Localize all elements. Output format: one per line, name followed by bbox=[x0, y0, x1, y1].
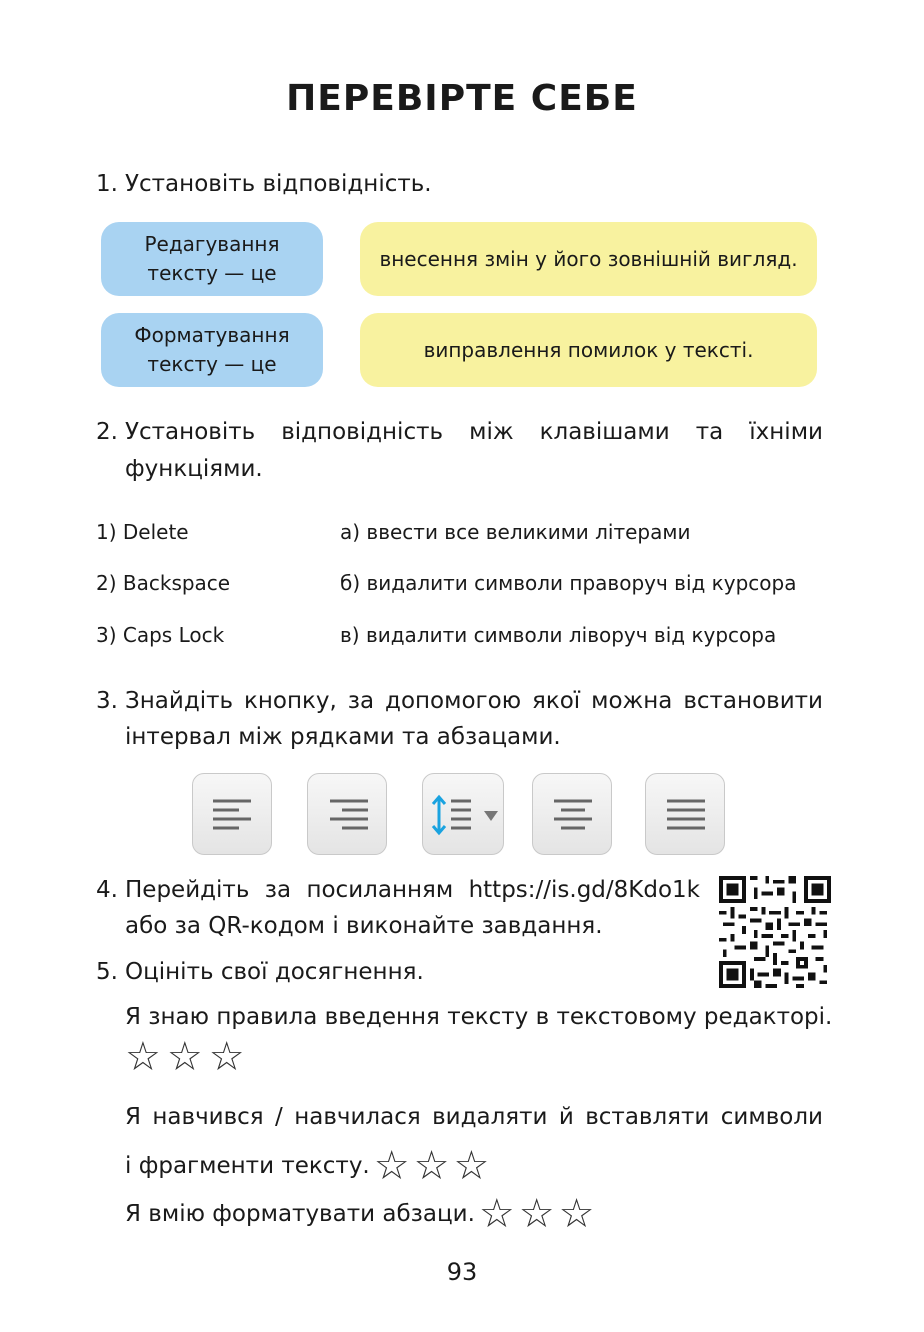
definition-box-2[interactable] bbox=[360, 313, 817, 387]
question-number: 3. bbox=[96, 688, 118, 714]
question-text-line1: Установіть відповідність між клавішами та їхніми bbox=[125, 419, 823, 445]
question-text-line2: інтервал між рядками та абзацами. bbox=[125, 724, 561, 750]
page-number: 93 bbox=[446, 1258, 478, 1286]
star-icon[interactable]: ☆ bbox=[125, 1034, 161, 1080]
function-item: б) видалити символи праворуч від курсора bbox=[340, 571, 797, 595]
star-icon[interactable]: ☆ bbox=[166, 1034, 203, 1080]
term-box-editing[interactable] bbox=[101, 222, 323, 296]
star-rating-1 bbox=[125, 1034, 251, 1080]
star-icon[interactable]: ☆ bbox=[478, 1191, 515, 1237]
term-line: тексту — це bbox=[147, 352, 277, 376]
align-right-button[interactable] bbox=[307, 773, 387, 855]
question-number: 4. bbox=[96, 877, 118, 903]
term-box-formatting[interactable] bbox=[101, 313, 323, 387]
self-assessment-statement-1: Я знаю правила введення тексту в текстовому редакторі. bbox=[125, 1004, 833, 1030]
align-justify-icon bbox=[646, 774, 726, 856]
key-item: 1) Delete bbox=[96, 520, 189, 544]
statement-text: Я вмію форматувати абзаци. bbox=[125, 1201, 475, 1227]
key-item: 2) Backspace bbox=[96, 571, 231, 595]
star-icon[interactable]: ☆ bbox=[518, 1191, 555, 1237]
term-line: Форматування bbox=[134, 323, 290, 347]
term-line: Редагування bbox=[144, 232, 280, 256]
line-spacing-icon bbox=[423, 774, 505, 856]
align-left-icon bbox=[193, 774, 273, 856]
align-left-button[interactable] bbox=[192, 773, 272, 855]
definition-text: внесення змін у його зовнішній вигляд. bbox=[379, 246, 798, 271]
statement-text: і фрагменти тексту. bbox=[125, 1153, 370, 1179]
question-number: 2. bbox=[96, 419, 118, 445]
question-number: 5. bbox=[96, 959, 118, 985]
question-text-line1: Знайдіть кнопку, за допомогою якої можна встановити bbox=[125, 688, 823, 714]
align-right-icon bbox=[308, 774, 388, 856]
function-item: а) ввести все великими літерами bbox=[340, 520, 691, 544]
key-item: 3) Caps Lock bbox=[96, 623, 225, 647]
term-line: тексту — це bbox=[147, 261, 277, 285]
question-text: Оцініть свої досягнення. bbox=[125, 959, 424, 985]
question-text-line2: або за QR-кодом і виконайте завдання. bbox=[125, 913, 603, 939]
star-icon[interactable]: ☆ bbox=[373, 1143, 410, 1189]
question-text: Установіть відповідність. bbox=[125, 171, 432, 197]
definition-box-1[interactable] bbox=[360, 222, 817, 296]
self-assessment-statement-2-line1: Я навчився / навчилася видаляти й вставляти символи bbox=[125, 1104, 823, 1130]
self-assessment-statement-2-line2 bbox=[125, 1140, 489, 1192]
page-title: ПЕРЕВІРТЕ СЕБЕ bbox=[286, 78, 638, 119]
star-icon[interactable]: ☆ bbox=[413, 1143, 450, 1189]
align-justify-button[interactable] bbox=[645, 773, 725, 855]
self-assessment-statement-3 bbox=[125, 1188, 594, 1240]
line-spacing-button[interactable] bbox=[422, 773, 504, 855]
question-text-line2: функціями. bbox=[125, 456, 263, 482]
question-number: 1. bbox=[96, 171, 118, 197]
align-center-icon bbox=[533, 774, 613, 856]
star-icon[interactable]: ☆ bbox=[558, 1191, 595, 1237]
definition-text: виправлення помилок у тексті. bbox=[423, 337, 754, 362]
star-icon[interactable]: ☆ bbox=[208, 1034, 245, 1080]
star-icon[interactable]: ☆ bbox=[453, 1143, 490, 1189]
question-link-line[interactable]: Перейдіть за посиланням https://is.gd/8Kdo1k bbox=[125, 877, 700, 903]
align-center-button[interactable] bbox=[532, 773, 612, 855]
function-item: в) видалити символи ліворуч від курсора bbox=[340, 623, 777, 647]
